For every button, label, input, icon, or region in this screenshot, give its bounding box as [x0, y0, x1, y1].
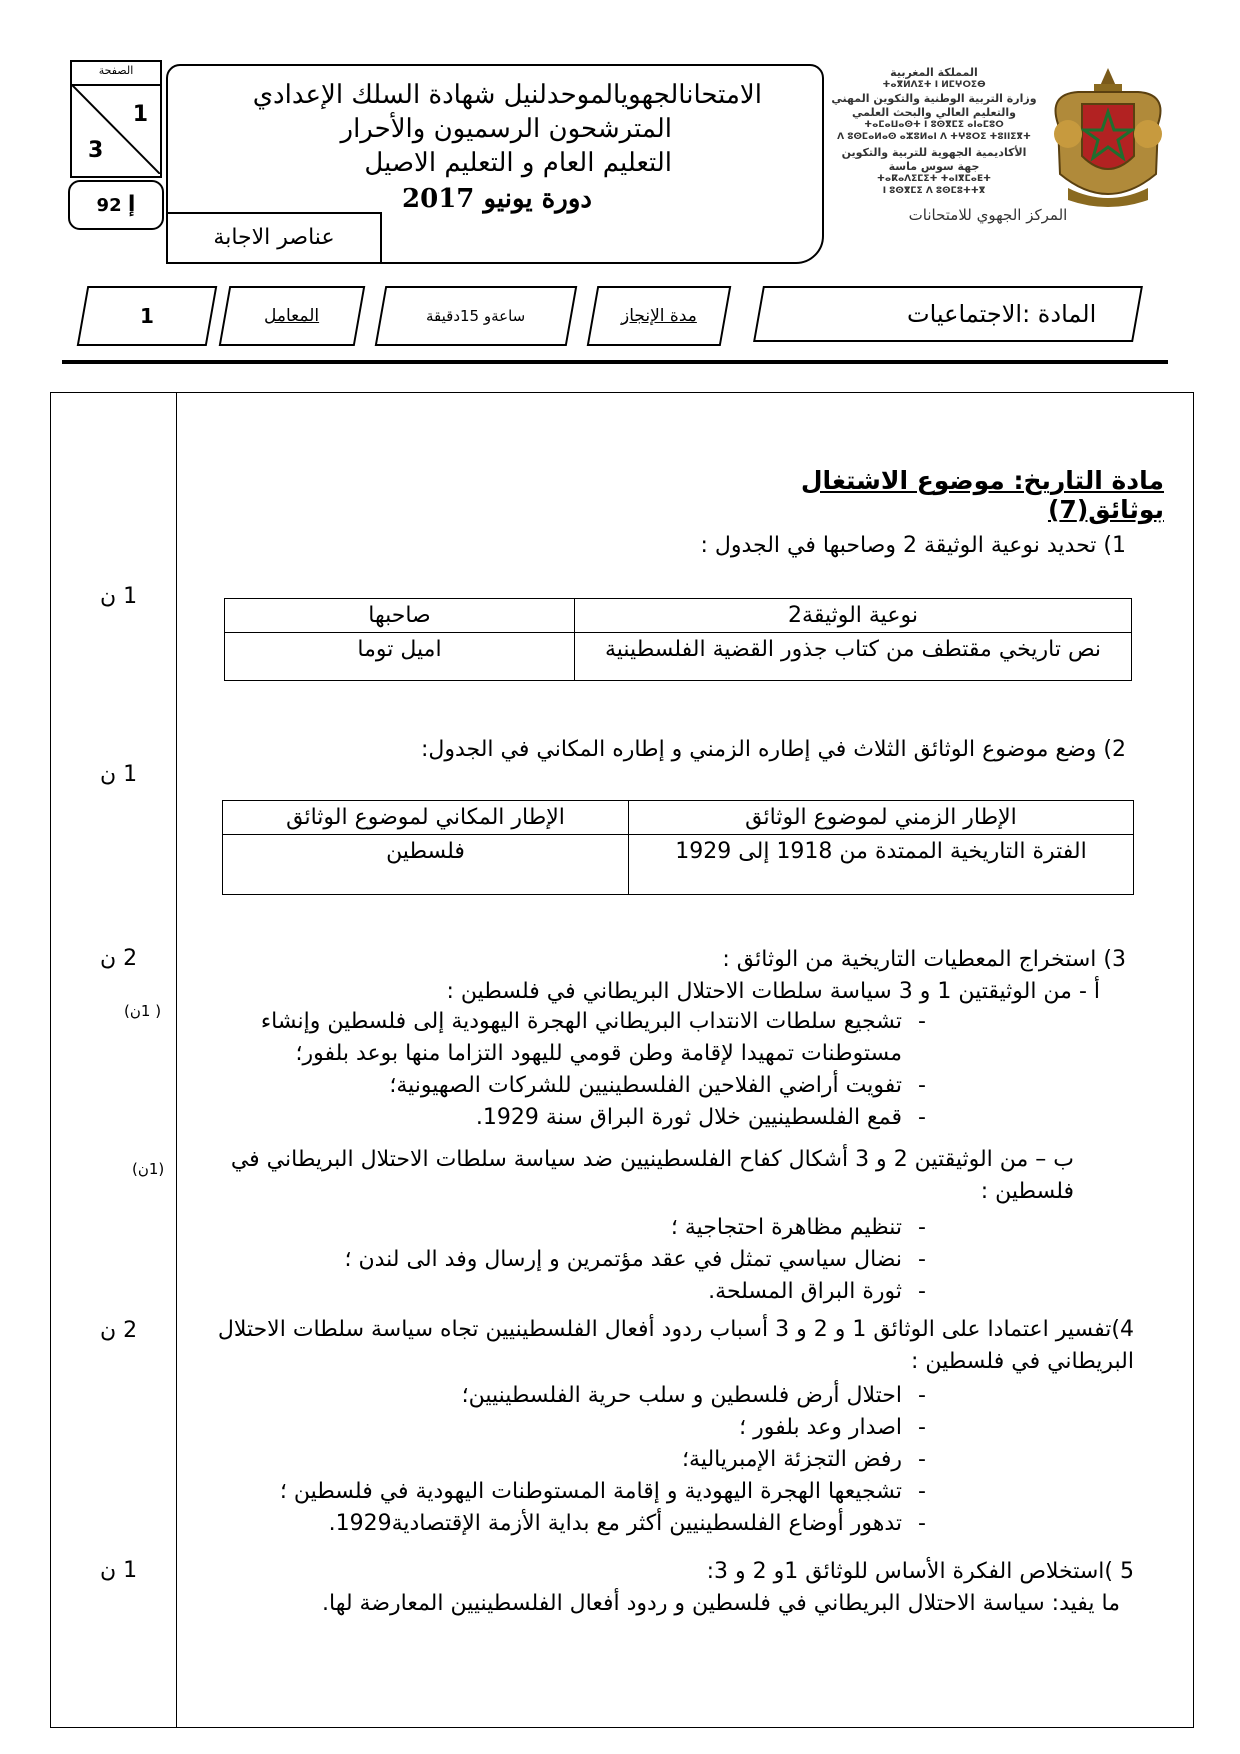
- page-total: 3: [88, 138, 104, 163]
- coefficient-value: 1: [140, 304, 154, 328]
- q3a-list: [230, 1006, 930, 1134]
- q4-item-5: - تدهور أوضاع الفلسطينيين أكثر مع بداية الأزمة الإقتصادية1929.: [230, 1508, 930, 1540]
- coat-of-arms-icon: [1038, 64, 1178, 212]
- coefficient-label: المعامل: [264, 306, 320, 326]
- q3b-title: ب – من الوثيقتين 2 و 3 أشكال كفاح الفلسطينيين ضد سياسة سلطات الاحتلال البريطاني في فلسطين :: [230, 1147, 1074, 1204]
- score-q3a: ( 1ن): [124, 1002, 162, 1020]
- q3b-item-1: - تنظيم مظاهرة احتجاجية ؛: [230, 1212, 930, 1244]
- q3-number: 3): [1103, 947, 1126, 972]
- score-q4: 2 ن: [100, 1318, 138, 1343]
- q4-item-4: - تشجيعها الهجرة اليهودية و إقامة المستوطنات اليهودية في فلسطين ؛: [230, 1476, 930, 1508]
- score-column-divider: [176, 392, 177, 1728]
- q1-cell-author: اميل توما: [225, 633, 575, 681]
- question-5: 5 )استخلاص الفكرة الأساس للوثائق 1و 2 و 3:: [706, 1559, 1134, 1584]
- q4-item-3: - رفض التجزئة الإمبريالية؛: [230, 1444, 930, 1476]
- title-line-1: الامتحانالجهويالموحدلنيل شهادة السلك الإعدادي: [252, 80, 762, 110]
- q2-cell-place: فلسطين: [223, 835, 629, 895]
- score-q3b: (1ن): [132, 1160, 165, 1178]
- q1-number: 1): [1103, 533, 1126, 558]
- q3-text: استخراج المعطيات التاريخية من الوثائق :: [722, 947, 1097, 972]
- title-line-2: المترشحون الرسميون والأحرار: [340, 114, 672, 144]
- coefficient-label-box: [219, 286, 366, 346]
- page-divider-diagonal: [72, 85, 160, 174]
- q3a-item-3: - قمع الفلسطينيين خلال ثورة البراق سنة 1929.: [230, 1102, 930, 1134]
- q1-cell-type: نص تاريخي مقتطف من كتاب جذور القضية الفلسطينية: [575, 633, 1132, 681]
- q2-cell-time: الفترة التاريخية الممتدة من 1918 إلى 1929: [629, 835, 1134, 895]
- header-divider: [62, 360, 1168, 364]
- q2-header-time: الإطار الزمني لموضوع الوثائق: [629, 801, 1134, 835]
- q1-table: [224, 598, 1132, 681]
- section-title: [700, 466, 1164, 524]
- score-q2: 1 ن: [100, 762, 138, 787]
- answer-elements-label: عناصر الاجابة: [166, 212, 382, 264]
- score-q3: 2 ن: [100, 946, 138, 971]
- q1-text: تحديد نوعية الوثيقة 2 وصاحبها في الجدول :: [700, 533, 1097, 558]
- score-q5: 1 ن: [100, 1558, 138, 1583]
- score-q1: 1 ن: [100, 584, 138, 609]
- q5-answer: ما يفيد: سياسة الاحتلال البريطاني في فلسطين و ردود أفعال الفلسطينيين المعارضة لها.: [322, 1591, 1120, 1616]
- page-number: 1: [132, 102, 148, 127]
- section-title-text: مادة التاريخ: موضوع الاشتغال بوثائق(7): [800, 466, 1164, 524]
- q1-header-type: نوعية الوثيقة2: [575, 599, 1132, 633]
- q3b-list: [230, 1212, 930, 1308]
- question-4: 4)تفسير اعتمادا على الوثائق 1 و 2 و 3 أسباب ردود أفعال الفلسطينيين تجاه سياسة سلطات الاحتلال البريطاني في فلسطين :: [217, 1317, 1134, 1374]
- q3a-title: أ - من الوثيقتين 1 و 3 سياسة سلطات الاحتلال البريطاني في فلسطين :: [446, 979, 1100, 1004]
- title-line-3: التعليم العام و التعليم الاصيل: [364, 148, 672, 178]
- title-line-4: دورة يونيو 2017: [402, 184, 592, 214]
- exam-code: 92: [96, 195, 122, 216]
- regional-exam-center: المركز الجهوي للامتحانات: [908, 206, 1068, 224]
- q3a-item-1: - تشجيع سلطات الانتداب البريطاني الهجرة اليهودية إلى فلسطين وإنشاء مستوطنات تمهيدا لإقامة وطن قومي لليهود التزاما منها بوعد بلفور؛: [230, 1006, 930, 1070]
- question-1: [220, 530, 1126, 562]
- subject-box: [753, 286, 1143, 342]
- coefficient-value-box: [77, 286, 218, 346]
- q3a-item-2: - تفويت أراضي الفلاحين الفلسطينيين للشركات الصهيونية؛: [230, 1070, 930, 1102]
- duration-label: مدة الإنجاز: [621, 306, 697, 326]
- q2-header-place: الإطار المكاني لموضوع الوثائق: [223, 801, 629, 835]
- page-label: الصفحة: [98, 64, 134, 77]
- q1-header-author: صاحبها: [225, 599, 575, 633]
- q3b-item-3: - ثورة البراق المسلحة.: [230, 1276, 930, 1308]
- q3b-item-2: - نضال سياسي تمثل في عقد مؤتمرين و إرسال وفد الى لندن ؛: [230, 1244, 930, 1276]
- q4-item-1: - احتلال أرض فلسطين و سلب حرية الفلسطينيين؛: [230, 1380, 930, 1412]
- duration-value: ساعةو 15دقيقة: [426, 307, 526, 325]
- subject-name: المادة :الاجتماعيات: [906, 300, 1096, 328]
- institution-header: المملكة المغربية ⵜⴰⴳⵍⴷⵉⵜ ⵏ ⵍⵎⵖⵔⵉⴱ وزارة التربية الوطنية والتكوين المهني والتعليم العالي والبحث العلمي ⵜⴰⵎⴰⵡⴰⵙⵜ ⵏ ⵓⵙⴳⵎⵉ ⴰⵏⴰⵎⵓⵔ ⴷ ⵓⵙⵎⴰⵍⴰⵙ ⴰⵣⵓⵍⴰⵏ ⴷ ⵜⵖⵓⵔⵉ ⵜⵓⵏⵏⵉⴳⵜ الأكاديمية الجهوية للتربية والتكوين جهة سوس ماسة ⵜⴰⴽⴰⴷⵉⵎⵉⵜ ⵜⴰⵏⴳⵎⴰⴹⵜ ⵏ ⵓⵙⴳⵎⵉ ⴷ ⵓⵙⵎⵓⵜⵜⴳ: [831, 66, 1037, 196]
- q2-number: 2): [1103, 737, 1126, 762]
- duration-value-box: [375, 286, 578, 346]
- page-number-box: [70, 60, 162, 178]
- q4-item-2: - اصدار وعد بلفور ؛: [230, 1412, 930, 1444]
- q2-text: وضع موضوع الوثائق الثلاث في إطاره الزمني و إطاره المكاني في الجدول:: [420, 737, 1097, 762]
- duration-label-box: [587, 286, 732, 346]
- q2-table: [222, 800, 1134, 895]
- exam-code-box: إ 92: [68, 180, 164, 230]
- question-3: [220, 944, 1126, 976]
- question-2: [220, 734, 1126, 766]
- q4-list: [230, 1380, 930, 1539]
